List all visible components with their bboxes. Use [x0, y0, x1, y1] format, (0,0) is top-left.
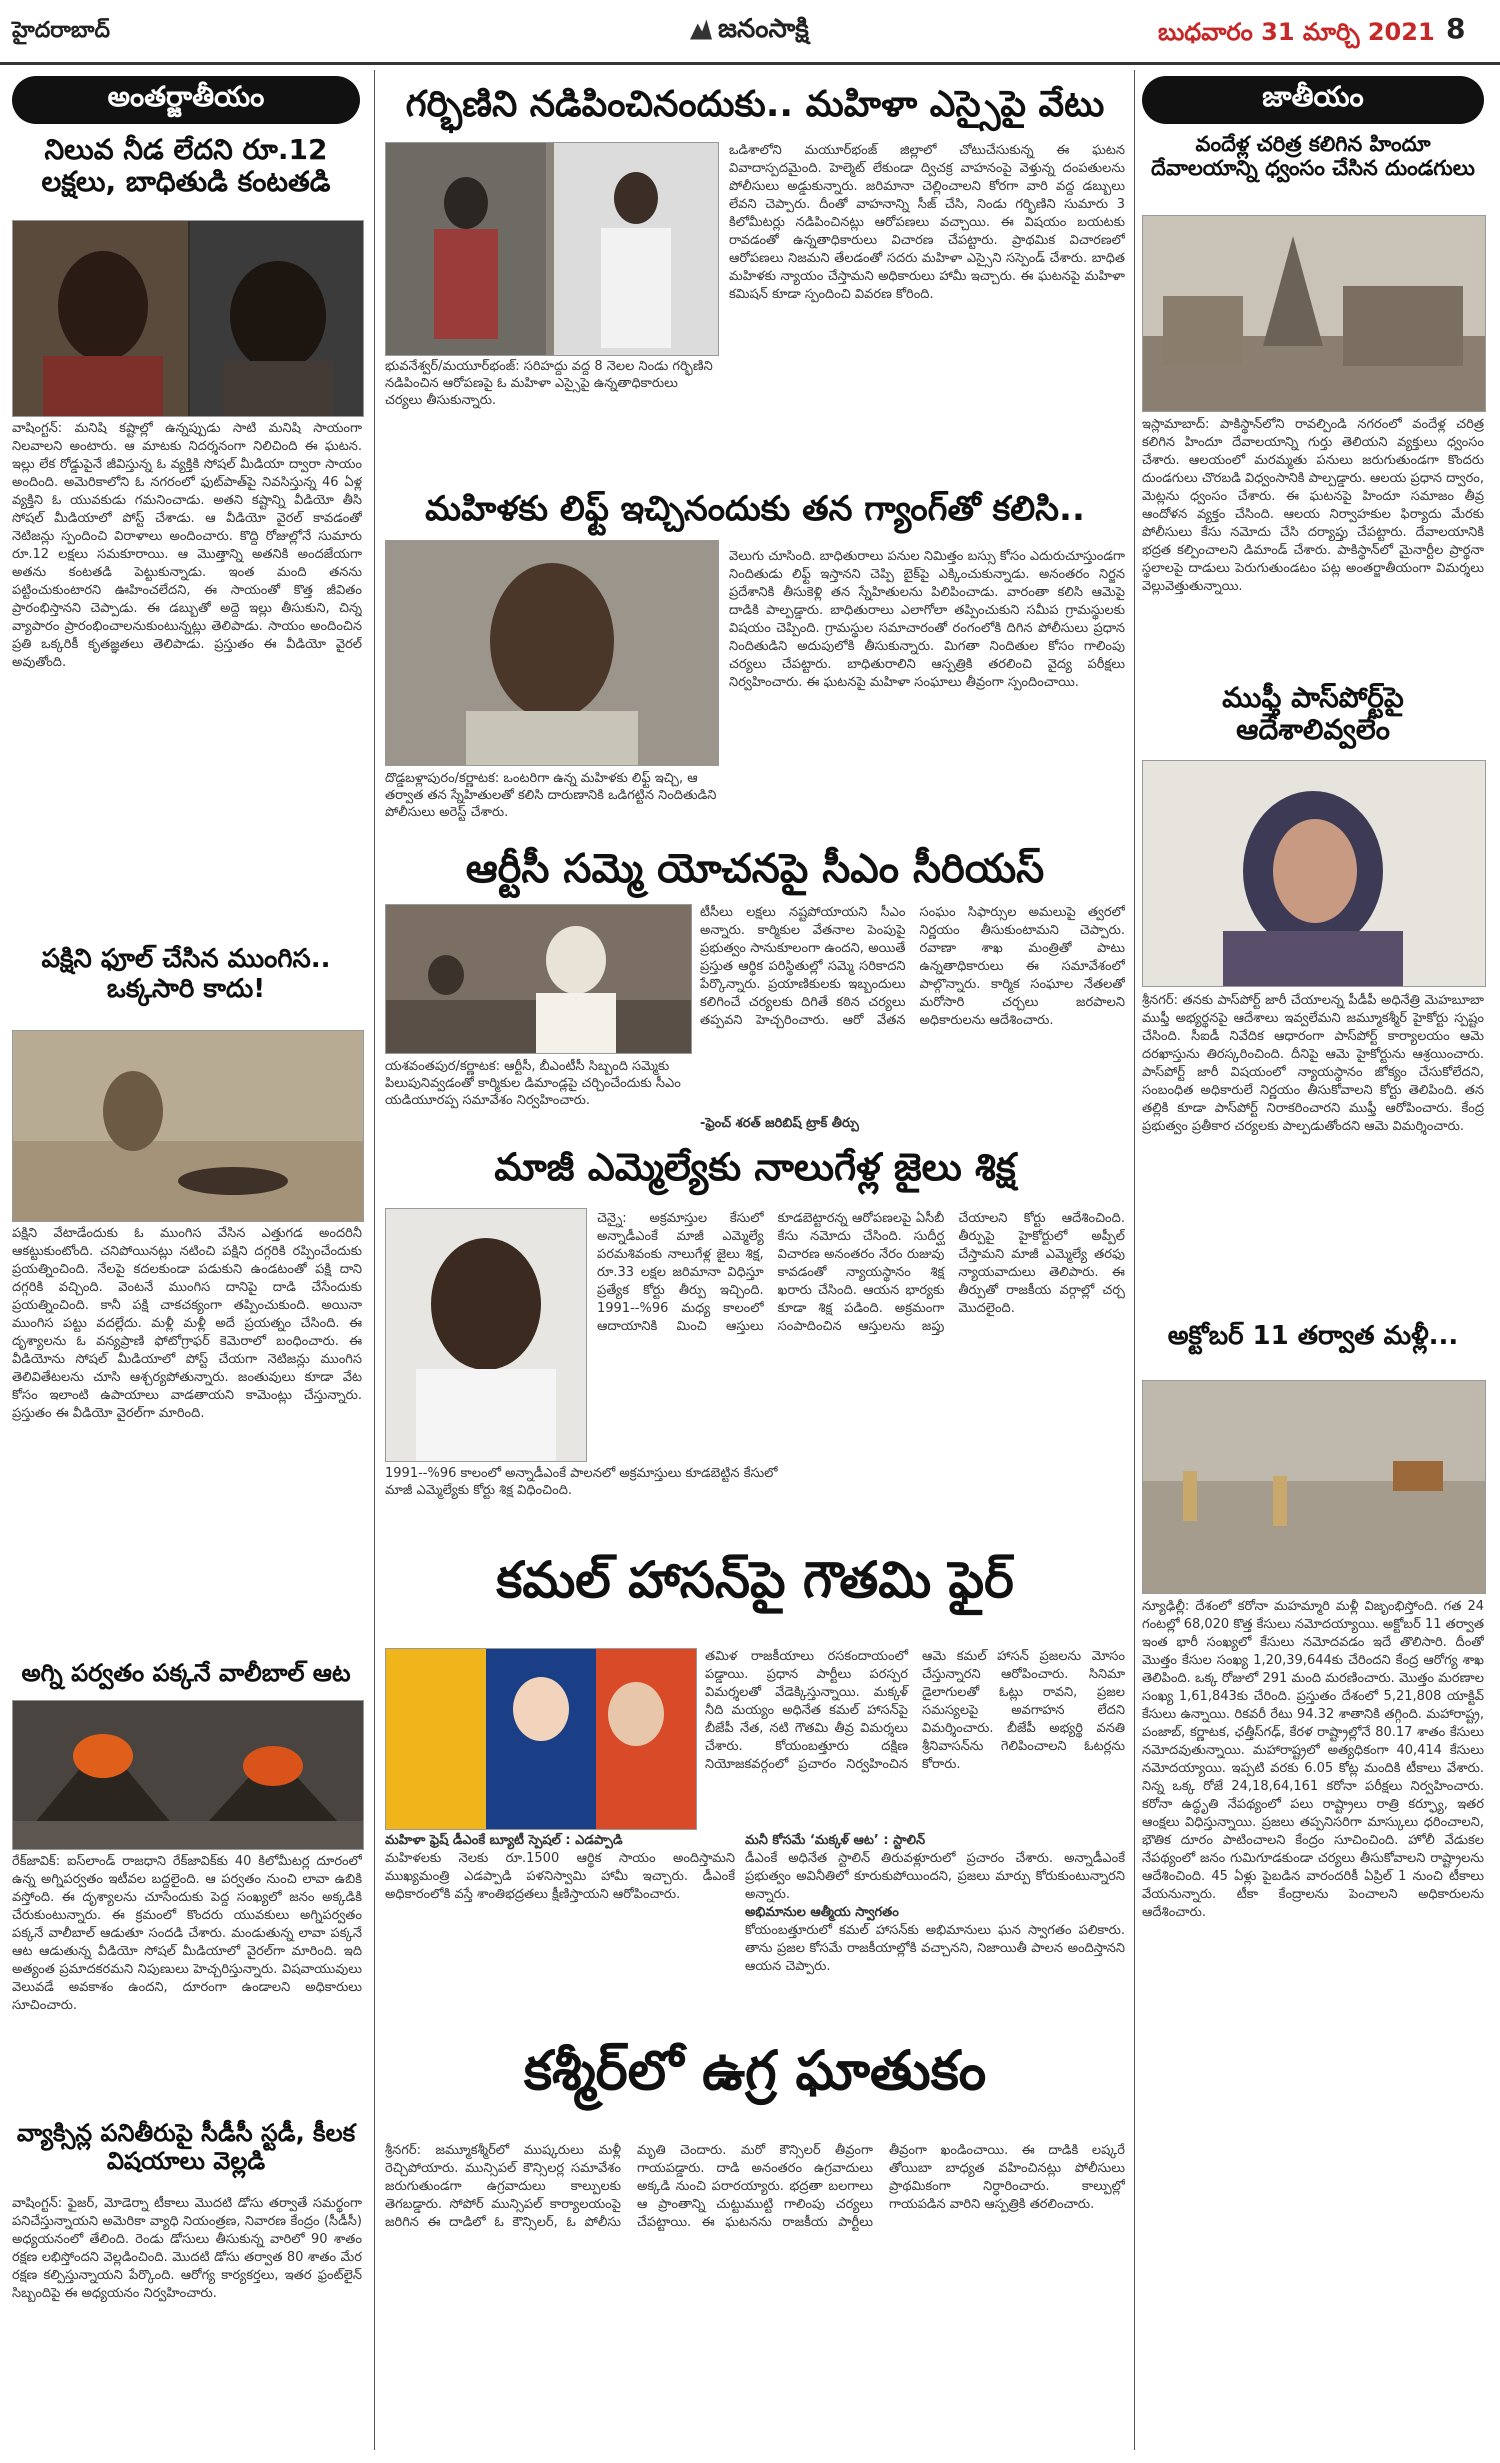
lift-headline: మహిళకు లిఫ్ట్‌ ఇచ్చినందుకు తన గ్యాంగ్‌తో కలిసి.. — [425, 489, 1085, 529]
mla-caption: 1991--%96 కాలంలో అన్నాడీఎంకే పాలనలో అక్రమాస్తులు కూడబెట్టిన కేసులో మాజీ ఎమ్మెల్యేకు కోర్టు శిక్ష విధించింది. — [385, 1466, 778, 1498]
kamal-headline: కమల్‌ హాసన్‌పై గౌతమి ఫైర్‌ — [496, 1551, 1014, 1609]
mongoose-body: పక్షిని వేటాడేందుకు ఓ ముంగిస వేసిన ఎత్తుగడ అందరినీ ఆకట్టుకుంటోంది. చనిపోయినట్లు నటించి పక్షిని దగ్గరికి రప్పించేందుకు ప్రయత్నించింది. నేలపై కదలకుండా పడుకుని ఉండటంతో పక్షి దాని దగ్గరికి వచ్చింది. వెంటనే ముంగిస దానిపై దాడి చేసేందుకు ప్రయత్నించింది. కానీ పక్షి చాకచక్యంగా తప్పించుకుంది. అయినా ముంగిస పట్టు వదల్లేదు. మళ్లీ మళ్లీ అదే ప్రయత్నం చేసింది. ఈ దృశ్యాలను ఓ వన్యప్రాణి ఫోటోగ్రాఫర్‌ కెమెరాలో బంధించారు. ఈ వీడియోను సోషల్‌ మీడియాలో పోస్ట్‌ చేయగా నెటిజన్లు ముంగిస తెలివితేటలను చూసి ఆశ్చర్యపోతున్నారు. జంతువులు కూడా వేట కోసం ఇలాంటి ఉపాయాలు వాడతాయని కామెంట్లు చేస్తున్నారు. ప్రస్తుతం ఈ వీడియో వైరల్‌గా మారింది. — [12, 1226, 362, 1421]
mla-body: చెన్నై: అక్రమాస్తుల కేసులో అన్నాడీఎంకే మాజీ ఎమ్మెల్యే పరమశివంకు నాలుగేళ్ల జైలు శిక్ష, రూ.33 లక్షల జరిమానా విధిస్తూ ప్రత్యేక కోర్టు తీర్పు ఇచ్చింది. 1991--%96 మధ్య కాలంలో ఆదాయానికి మించి ఆస్తులు కూడబెట్టారన్న ఆరోపణలపై ఏసీబీ కేసు నమోదు చేసింది. సుదీర్ఘ విచారణ అనంతరం నేరం రుజువు కావడంతో న్యాయస్థానం శిక్ష ఖరారు చేసింది. ఆయన భార్యకు కూడా శిక్ష పడింది. అక్రమంగా సంపాదించిన ఆస్తులను జప్తు చేయాలని కోర్టు ఆదేశించింది. తీర్పుపై హైకోర్టులో అప్పీల్‌ చేస్తామని మాజీ ఎమ్మెల్యే తరఫు న్యాయవాదులు తెలిపారు. ఈ తీర్పుతో రాజకీయ వర్గాల్లో చర్చ మొదలైంది. — [597, 1211, 1125, 1334]
lift-body: వెలుగు చూసింది. బాధితురాలు పనుల నిమిత్తం బస్సు కోసం ఎదురుచూస్తుండగా నిందితుడు లిఫ్ట్‌ ఇస్తానని చెప్పి బైక్‌పై ఎక్కించుకున్నాడు. అనంతరం నిర్జన ప్రదేశానికి తీసుకెళ్లి తన స్నేహితులను పిలిపించాడు. వారంతా కలిసి ఆమెపై దాడికి పాల్పడ్డారు. బాధితురాలు ఎలాగోలా తప్పించుకుని సమీప గ్రామస్థులకు విషయం చెప్పింది. గ్రామస్థుల సమాచారంతో రంగంలోకి దిగిన పోలీసులు ప్రధాన నిందితుడిని అదుపులోకి తీసుకున్నారు. మిగతా నిందితుల కోసం గాలింపు చర్యలు చేపట్టారు. బాధితురాలిని ఆస్పత్రికి తరలించి వైద్య పరీక్షలు నిర్వహించారు. ఈ ఘటనపై మహిళా సంఘాలు తీవ్రంగా స్పందించాయి. — [729, 549, 1125, 690]
masthead — [0, 0, 1500, 65]
mufti-headline: ముఫ్తీ పాస్‌పోర్ట్‌పై ఆదేశాలివ్వలేం — [1222, 681, 1404, 747]
pregnant-photo-image — [386, 143, 718, 355]
mongoose-photo — [12, 1030, 364, 1222]
rtc-caption: యశవంతపుర/కర్ణాటక: ఆర్టీసీ, బీఎంటీసీ సిబ్బంది సమ్మెకు పిలుపునివ్వడంతో కార్మికుల డిమాండ్లపై చర్చించేందుకు సీఎం యడియూరప్ప సమావేశం నిర్వహించారు. — [385, 1059, 681, 1108]
kamal-photo-image — [386, 1649, 696, 1829]
kamal-body-2: మహిళలకు నెలకు రూ.1500 ఆర్థిక సాయం అందిస్తామని ముఖ్యమంత్రి ఎడప్పాడి పళనిస్వామి హామీ ఇచ్చారు. డీఎంకే అధికారంలోకి వస్తే శాంతిభద్రతలు క్షీణిస్తాయని ఆరోపించారు. — [385, 1851, 735, 1902]
kashmir-headline: కశ్మీర్‌లో ఉగ్ర ఘాతుకం — [523, 2039, 987, 2102]
mongoose-headline: పక్షిని ఫూల్‌ చేసిన ముంగిస.. ఒక్కసారి కాదు! — [41, 944, 331, 1004]
kamal-subhead-3: అభిమానుల ఆత్మీయ స్వాగతం — [745, 1905, 899, 1920]
homeless-headline: నిలువ నీడ లేదని రూ.12 లక్షలు, బాధితుడి కంటతడి — [41, 133, 331, 199]
vaccine-body: వాషింగ్టన్‌: ఫైజర్‌, మోడెర్నా టీకాలు మొదటి డోసు తర్వాతే సమర్థంగా పనిచేస్తున్నాయని అమెరికా వ్యాధి నియంత్రణ, నివారణ కేంద్రం (సీడీసీ) అధ్యయనంలో తేలింది. రెండు డోసులు తీసుకున్న వారిలో 90 శాతం రక్షణ లభిస్తోందని వెల్లడించింది. మొదటి డోసు తర్వాత 80 శాతం మేర రక్షణ కల్పిస్తున్నాయని పేర్కొంది. ఆరోగ్య కార్యకర్తలు, ఇతర ఫ్రంట్‌లైన్‌ సిబ్బందిపై ఈ అధ్యయనం నిర్వహించారు. — [12, 2196, 362, 2301]
pregnant-photo — [385, 142, 719, 356]
kamal-body-4: కోయంబత్తూరులో కమల్‌ హాసన్‌కు అభిమానులు ఘన స్వాగతం పలికారు. తాను ప్రజల కోసమే రాజకీయాల్లోకి వచ్చానని, నిజాయితీ పాలన అందిస్తానని ఆయన చెప్పారు. — [745, 1923, 1125, 1974]
section-banner-international: అంతర్జాతీయం — [12, 76, 360, 124]
mla-photo-image — [386, 1209, 586, 1461]
mufti-photo — [1142, 760, 1486, 987]
october-photo — [1142, 1380, 1486, 1594]
october-headline: అక్టోబర్‌ 11 తర్వాత మళ్లీ... — [1167, 1321, 1459, 1351]
temple-headline: వందేళ్ల చరిత్ర కలిగిన హిందూ దేవాలయాన్ని ధ్వంసం చేసిన దుండగులు — [1151, 132, 1475, 181]
october-photo-image — [1143, 1381, 1485, 1593]
mla-headline: మాజీ ఎమ్మెల్యేకు నాలుగేళ్ల జైలు శిక్ష — [494, 1145, 1016, 1189]
homeless-photo-image — [13, 221, 363, 416]
date-label: బుధవారం 31 మార్చి 2021 — [1158, 18, 1435, 46]
city-label: హైదరాబాద్ — [12, 18, 110, 43]
rtc-photo — [385, 904, 692, 1054]
vaccine-headline: వ్యాక్సిన్ల పనితీరుపై సీడీసీ స్టడీ, కీలక విషయాలు వెల్లడి — [16, 2119, 356, 2175]
volcano-photo — [12, 1700, 364, 1850]
section-banner-national: జాతీయం — [1142, 76, 1484, 124]
kamal-subhead-1: మహిళా ఫ్రెష్‌ డీఎంకే బ్యూటీ స్పెషల్‌ : ఎడప్పాడి — [385, 1833, 623, 1848]
homeless-photo — [12, 220, 364, 417]
mufti-photo-image — [1143, 761, 1485, 986]
pregnant-body: ఒడిశాలోని మయూర్‌భంజ్‌ జిల్లాలో చోటుచేసుకున్న ఈ ఘటన వివాదాస్పదమైంది. హెల్మెట్‌ లేకుండా ద్విచక్ర వాహనంపై వెళ్తున్న దంపతులను పోలీసులు అడ్డుకున్నారు. జరిమానా చెల్లించాలని కోరగా వారి వద్ద డబ్బులు లేవని చెప్పారు. దీంతో వాహనాన్ని సీజ్‌ చేసి, నిండు గర్భిణిని సుమారు 3 కిలోమీటర్లు నడిపించినట్లు ఆరోపణలు వచ్చాయి. ఈ విషయం బయటకు రావడంతో ఉన్నతాధికారులు విచారణ చేపట్టారు. ప్రాథమిక విచారణలో ఆరోపణలు నిజమని తేలడంతో సదరు మహిళా ఎస్సైని సస్పెండ్‌ చేశారు. బాధిత మహిళకు న్యాయం చేస్తామని అధికారులు హామీ ఇచ్చారు. ఈ ఘటనపై మహిళా కమిషన్‌ కూడా స్పందించి వివరణ కోరింది. — [729, 143, 1125, 302]
lift-photo-image — [386, 541, 718, 765]
mufti-body: శ్రీనగర్‌: తనకు పాస్‌పోర్ట్‌ జారీ చేయాలన్న పీడీపీ అధినేత్రి మెహబూబా ముఫ్తీ అభ్యర్థనపై ఆదేశాలు ఇవ్వలేమని జమ్మూకశ్మీర్‌ హైకోర్టు స్పష్టం చేసింది. సీఐడీ నివేదిక ఆధారంగా పాస్‌పోర్ట్‌ కార్యాలయం ఆమె దరఖాస్తును తిరస్కరించింది. దీనిపై ఆమె హైకోర్టును ఆశ్రయించారు. పాస్‌పోర్ట్‌ జారీ విషయంలో న్యాయస్థానం జోక్యం చేసుకోలేదని, సంబంధిత అధికారులే నిర్ణయం తీసుకోవాలని కోర్టు తెలిపింది. తన తల్లికి కూడా పాస్‌పోర్ట్‌ నిరాకరించారని ముఫ్తీ ఆరోపించారు. కేంద్ర ప్రభుత్వం ప్రతీకార చర్యలకు పాల్పడుతోందని ఆమె విమర్శించారు. — [1142, 993, 1484, 1134]
pregnant-headline: గర్భిణిని నడిపించినందుకు.. మహిళా ఎస్సైపై వేటు — [405, 84, 1105, 125]
pregnant-caption: భువనేశ్వర్‌/మయూర్‌భంజ్‌: సరిహద్దు వద్ద 8 నెలల నిండు గర్భిణిని నడిపించిన ఆరోపణపై ఓ మహిళా ఎస్సైపై ఉన్నతాధికారులు చర్యలు తీసుకున్నారు. — [385, 359, 713, 408]
volcano-headline: అగ్ని పర్వతం పక్కనే వాలీబాల్‌ ఆట — [21, 1659, 351, 1687]
column-divider-left — [374, 70, 375, 2450]
rtc-credit: -ఫ్రెంచ్‌ శరత్‌ జరిబిష్‌ ట్రాక్‌ తీర్పు — [700, 1116, 859, 1131]
volcano-photo-image — [13, 1701, 363, 1849]
rtc-headline: ఆర్టీసీ సమ్మె యోచనపై సీఎం సీరియస్‌ — [465, 846, 1045, 892]
volcano-body: రేక్‌జావిక్‌: ఐస్‌లాండ్‌ రాజధాని రేక్‌జావిక్‌కు 40 కిలోమీటర్ల దూరంలో ఉన్న అగ్నిపర్వతం ఇటీవల బద్దలైంది. ఆ పర్వతం నుంచి లావా ఉబికి వస్తోంది. ఈ దృశ్యాలను చూసేందుకు పెద్ద సంఖ్యలో జనం అక్కడికి చేరుకుంటున్నారు. ఈ క్రమంలో కొందరు యువకులు అగ్నిపర్వతం పక్కనే వాలీబాల్‌ ఆడుతూ సందడి చేశారు. మండుతున్న లావా పక్కనే ఆట ఆడుతున్న వీడియో సోషల్‌ మీడియాలో వైరల్‌గా మారింది. ఇది అత్యంత ప్రమాదకరమని నిపుణులు హెచ్చరిస్తున్నారు. విషవాయువులు వెలువడే అవకాశం ఉందని, దూరంగా ఉండాలని అధికారులు సూచించారు. — [12, 1854, 362, 2013]
temple-photo-image — [1143, 216, 1485, 411]
temple-body: ఇస్లామాబాద్‌: పాకిస్థాన్‌లోని రావల్పిండి నగరంలో వందేళ్ల చరిత్ర కలిగిన హిందూ దేవాలయాన్ని గుర్తు తెలియని వ్యక్తులు ధ్వంసం చేశారు. ఆలయంలో మరమ్మతు పనులు జరుగుతుండగా కొందరు దుండగులు చొరబడి విధ్వంసానికి పాల్పడ్డారు. ఆలయ ప్రధాన ద్వారం, మెట్లను ధ్వంసం చేశారు. ఈ ఘటనపై హిందూ సమాజం తీవ్ర ఆందోళన వ్యక్తం చేసింది. ఆలయ నిర్వాహకుల ఫిర్యాదు మేరకు పోలీసులు కేసు నమోదు చేసి దర్యాప్తు చేపట్టారు. దేవాలయానికి భద్రత కల్పించాలని డిమాండ్‌ చేశారు. పాకిస్థాన్‌లో మైనార్టీల ప్రార్థనా స్థలాలపై దాడులు పెరుగుతుండటం పట్ల అంతర్జాతీయంగా విమర్శలు వెల్లువెత్తుతున్నాయి. — [1142, 417, 1484, 594]
kamal-photo — [385, 1648, 697, 1830]
column-divider-right — [1134, 70, 1135, 2450]
mongoose-photo-image — [13, 1031, 363, 1221]
kamal-body-right — [745, 1832, 1125, 2032]
kamal-body: తమిళ రాజకీయాలు రసకందాయంలో పడ్డాయి. ప్రధాన పార్టీలు పరస్పర విమర్శలతో వేడెక్కిస్తున్నాయి. మక్కళ్‌ నీది మయ్యం అధినేత కమల్‌ హాసన్‌పై బీజేపీ నేత, నటి గౌతమి తీవ్ర విమర్శలు చేశారు. కోయంబత్తూరు దక్షిణ నియోజకవర్గంలో ప్రచారం నిర్వహించిన ఆమె కమల్‌ హాసన్‌ ప్రజలను మోసం చేస్తున్నారని ఆరోపించారు. సినిమా డైలాగులతో ఓట్లు రావని, ప్రజల సమస్యలపై అవగాహన లేదని విమర్శించారు. బీజేపీ అభ్యర్థి వనతి శ్రీనివాసన్‌ను గెలిపించాలని ఓటర్లను కోరారు. — [705, 1649, 1125, 1772]
logo-icon — [690, 20, 712, 40]
kamal-body-3: డీఎంకే అధినేత స్టాలిన్‌ తిరువళ్లూరులో ప్రచారం చేశారు. అన్నాడీఎంకే ప్రభుత్వం అవినీతిలో కూరుకుపోయిందని, ప్రజలు మార్పు కోరుకుంటున్నారని అన్నారు. — [745, 1851, 1125, 1902]
paper-logo — [690, 14, 809, 50]
rtc-photo-image — [386, 905, 691, 1053]
temple-photo — [1142, 215, 1486, 412]
homeless-body: వాషింగ్టన్‌: మనిషి కష్టాల్లో ఉన్నప్పుడు సాటి మనిషి సాయంగా నిలవాలని అంటారు. ఆ మాటకు నిదర్శనంగా నిలిచింది ఈ ఘటన. ఇల్లు లేక రోడ్డుపైనే జీవిస్తున్న ఓ వ్యక్తికి సోషల్‌ మీడియా ద్వారా సాయం అందింది. అమెరికాలోని ఓ నగరంలో ఫుట్‌పాత్‌పై నివసిస్తున్న 46 ఏళ్ల వ్యక్తిని ఓ యువకుడు గమనించాడు. అతని కష్టాన్ని వీడియో తీసి సోషల్‌ మీడియాలో పోస్ట్‌ చేశాడు. ఆ వీడియో వైరల్‌ కావడంతో నెటిజన్లు స్పందించి విరాళాలు అందించారు. కొద్ది రోజుల్లోనే సుమారు రూ.12 లక్షలు సమకూరాయి. ఆ మొత్తాన్ని అతనికి అందజేయగా అతను కంటతడి పెట్టుకున్నాడు. ఇంత మంది తనను పట్టించుకుంటారని ఊహించలేదని, ఈ సాయంతో కొత్త జీవితం ప్రారంభిస్తానని చెప్పాడు. ఈ డబ్బుతో అద్దె ఇల్లు తీసుకుని, చిన్న వ్యాపారం ప్రారంభించాలనుకుంటున్నట్లు తెలిపాడు. సాయం అందించిన ప్రతి ఒక్కరికీ కృతజ్ఞతలు తెలిపాడు. ప్రస్తుతం ఈ వీడియో వైరల్‌ అవుతోంది. — [12, 421, 362, 670]
kashmir-body: శ్రీనగర్‌: జమ్మూకశ్మీర్‌లో ముష్కరులు మళ్లీ రెచ్చిపోయారు. మున్సిపల్‌ కౌన్సిలర్ల సమావేశం జరుగుతుండగా ఉగ్రవాదులు కాల్పులకు తెగబడ్డారు. సోపోర్‌ మున్సిపల్‌ కార్యాలయంపై జరిగిన ఈ దాడిలో ఓ కౌన్సిలర్‌, ఓ పోలీసు మృతి చెందారు. మరో కౌన్సిలర్‌ తీవ్రంగా గాయపడ్డారు. దాడి అనంతరం ఉగ్రవాదులు అక్కడి నుంచి పరారయ్యారు. భద్రతా బలగాలు ఆ ప్రాంతాన్ని చుట్టుముట్టి గాలింపు చర్యలు చేపట్టాయి. ఈ ఘటనను రాజకీయ పార్టీలు తీవ్రంగా ఖండించాయి. ఈ దాడికి లష్కరే తోయిబా బాధ్యత వహించినట్లు పోలీసులు ప్రాథమికంగా నిర్ధారించారు. కాల్పుల్లో గాయపడిన వారిని ఆస్పత్రికి తరలించారు. — [385, 2143, 1125, 2230]
kamal-subhead-2: మనీ కోసమే ‘మక్కళ్‌ ఆట’ : స్టాలిన్‌ — [745, 1833, 926, 1848]
lift-photo — [385, 540, 719, 766]
mla-photo — [385, 1208, 587, 1462]
page-number: 8 — [1446, 12, 1466, 45]
paper-name: జనంసాక్షి — [718, 14, 809, 44]
rtc-body: టీసీలు లక్షలు నష్టపోయాయని సీఎం అన్నారు. కార్మికుల వేతనాల పెంపుపై ప్రభుత్వం సానుకూలంగా ఉందని, అయితే ప్రస్తుత ఆర్థిక పరిస్థితుల్లో సమ్మె సరికాదని పేర్కొన్నారు. ప్రయాణికులకు ఇబ్బందులు కలిగించే చర్యలకు దిగితే కఠిన చర్యలు తప్పవని హెచ్చరించారు. ఆరో వేతన సంఘం సిఫార్సుల అమలుపై త్వరలో నిర్ణయం తీసుకుంటామని చెప్పారు. రవాణా శాఖ మంత్రితో పాటు ఉన్నతాధికారులు ఈ సమావేశంలో పాల్గొన్నారు. కార్మిక సంఘాల నేతలతో మరోసారి చర్చలు జరపాలని అధికారులను ఆదేశించారు. — [700, 905, 1125, 1028]
lift-caption: దొడ్డబళ్లాపురం/కర్ణాటక: ఒంటరిగా ఉన్న మహిళకు లిఫ్ట్‌ ఇచ్చి, ఆ తర్వాత తన స్నేహితులతో కలిసి దారుణానికి ఒడిగట్టిన నిందితుడిని పోలీసులు అరెస్ట్‌ చేశారు. — [385, 771, 717, 820]
october-body: న్యూఢిల్లీ: దేశంలో కరోనా మహమ్మారి మళ్లీ విజృంభిస్తోంది. గత 24 గంటల్లో 68,020 కొత్త కేసులు నమోదయ్యాయి. అక్టోబర్‌ 11 తర్వాత ఇంత భారీ సంఖ్యలో కేసులు నమోదవడం ఇదే తొలిసారి. దీంతో మొత్తం కేసుల సంఖ్య 1,20,39,644కు చేరిందని కేంద్ర ఆరోగ్య శాఖ తెలిపింది. ఒక్క రోజులో 291 మంది మరణించారు. మొత్తం మరణాల సంఖ్య 1,61,843కు చేరింది. ప్రస్తుతం దేశంలో 5,21,808 యాక్టివ్‌ కేసులు ఉన్నాయి. రికవరీ రేటు 94.32 శాతానికి తగ్గింది. మహారాష్ట్ర, పంజాబ్‌, కర్ణాటక, ఛత్తీస్‌గఢ్‌, కేరళ రాష్ట్రాల్లోనే 80.17 శాతం కేసులు నమోదవుతున్నాయి. మహారాష్ట్రలో అత్యధికంగా 40,414 కేసులు నమోదయ్యాయి. ఇప్పటి వరకు 6.05 కోట్ల మందికి టీకాలు వేశారు. నిన్న ఒక్క రోజే 24,18,64,161 కరోనా పరీక్షలు నిర్వహించారు. కరోనా ఉద్ధృతి నేపథ్యంలో పలు రాష్ట్రాలు రాత్రి కర్ఫ్యూ, ఇతర ఆంక్షలు విధిస్తున్నాయి. ప్రజలు తప్పనిసరిగా మాస్కులు ధరించాలని, భౌతిక దూరం పాటించాలని కేంద్రం సూచించింది. హోలీ వేడుకల నేపథ్యంలో జనం గుమిగూడకుండా చర్యలు తీసుకోవాలని రాష్ట్రాలను ఆదేశించింది. 45 ఏళ్లు పైబడిన వారందరికీ ఏప్రిల్‌ 1 నుంచి టీకాలు వేయనున్నారు. టీకా కేంద్రాలను పెంచాలని అధికారులను ఆదేశించారు. — [1142, 1599, 1484, 1920]
kamal-body-left — [385, 1832, 735, 2032]
